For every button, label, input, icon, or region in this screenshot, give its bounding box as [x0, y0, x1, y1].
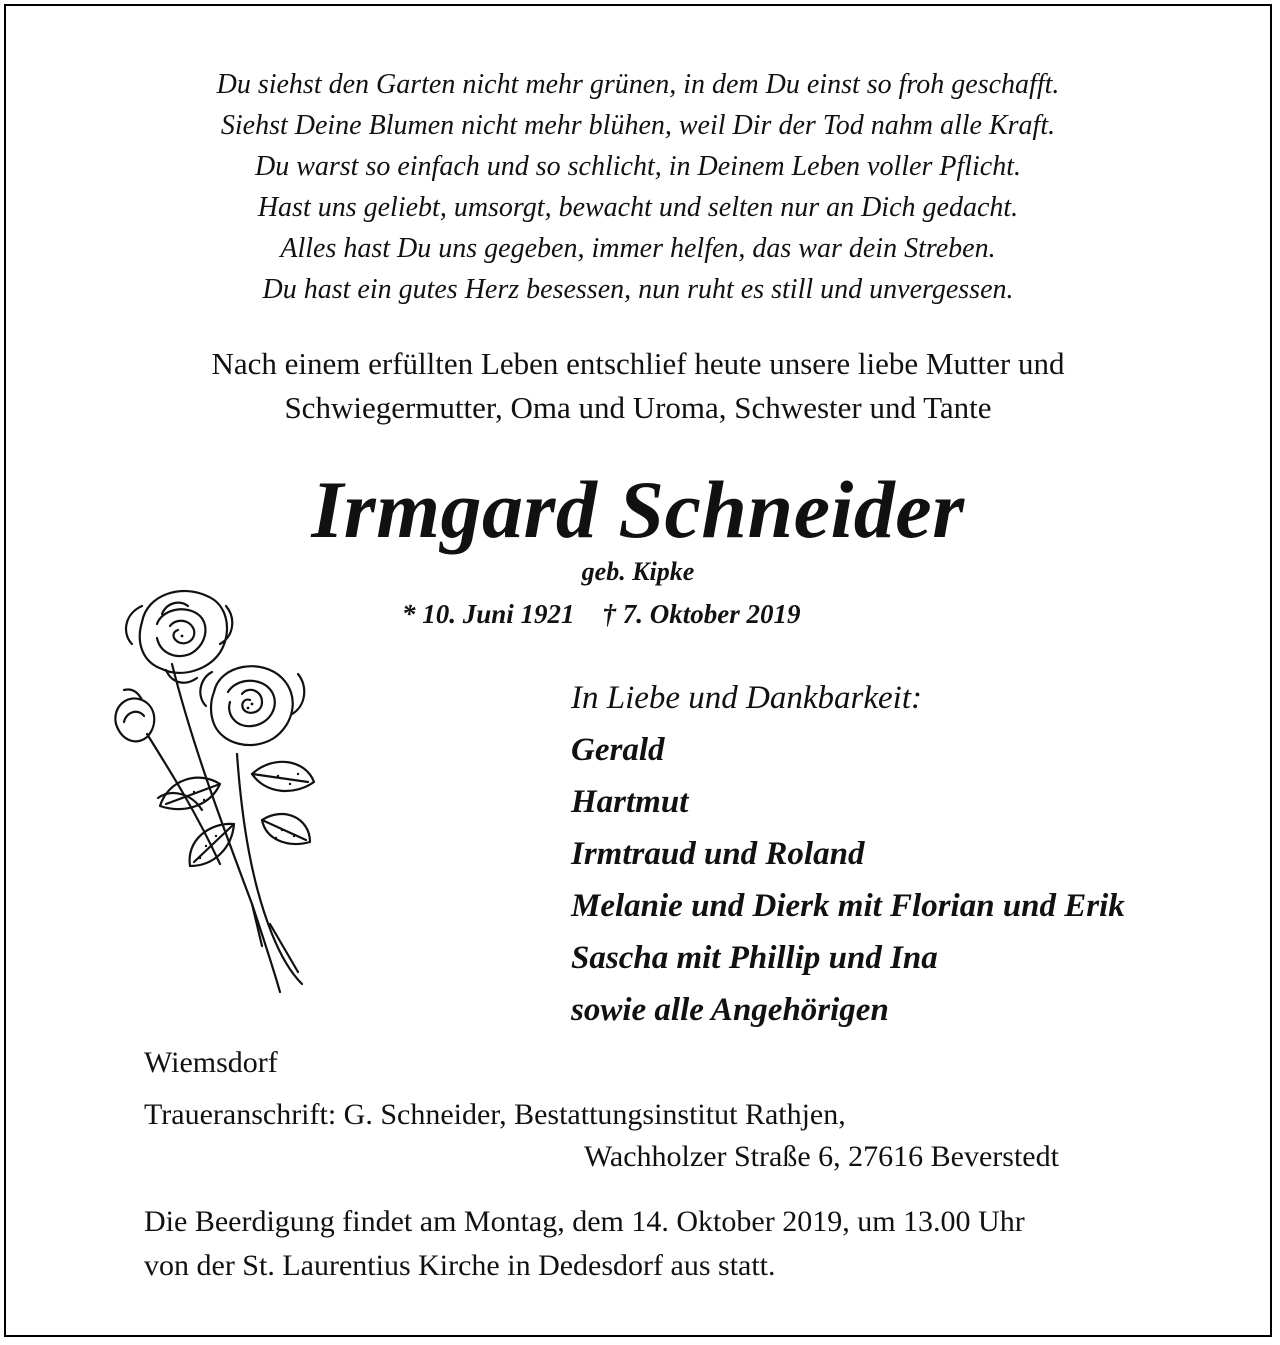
intro-text	[6, 342, 1270, 430]
poem-line: Du hast ein gutes Herz besessen, nun ruht es still und unvergessen.	[262, 274, 1014, 305]
mourner-name: sowie alle Angehörigen	[571, 992, 889, 1028]
address-line: Wachholzer Straße 6, 27616 Beverstedt	[584, 1140, 1059, 1173]
mourners-list	[571, 672, 1125, 1036]
funeral-line: Die Beerdigung findet am Montag, dem 14. Oktober 2019, um 13.00 Uhr	[144, 1205, 1025, 1238]
funeral-notice	[144, 1200, 1025, 1288]
poem	[6, 64, 1270, 310]
poem-line: Hast uns geliebt, umsorgt, bewacht und selten nur an Dich gedacht.	[257, 192, 1019, 223]
mourner-name: Sascha mit Phillip und Ina	[571, 940, 938, 976]
life-dates	[402, 597, 902, 631]
mourner-name: Melanie und Dierk mit Florian und Erik	[571, 888, 1125, 924]
poem-line: Alles hast Du uns gegeben, immer helfen, das war dein Streben.	[280, 233, 996, 264]
deceased-name: Irmgard Schneider	[311, 464, 965, 555]
death-date: † 7. Oktober 2019	[602, 599, 801, 629]
mourning-address	[144, 1094, 1059, 1178]
intro-line: Schwiegermutter, Oma und Uroma, Schwester und Tante	[284, 390, 992, 425]
obituary-frame	[4, 4, 1272, 1337]
funeral-line: von der St. Laurentius Kirche in Dedesdorf aus statt.	[144, 1249, 776, 1282]
poem-line: Du siehst den Garten nicht mehr grünen, in dem Du einst so froh geschafft.	[216, 69, 1060, 100]
mourner-name: Gerald	[571, 732, 665, 768]
intro-line: Nach einem erfüllten Leben entschlief heute unsere liebe Mutter und	[211, 346, 1065, 381]
birth-name: geb. Kipke	[581, 557, 695, 586]
poem-line: Siehst Deine Blumen nicht mehr blühen, weil Dir der Tod nahm alle Kraft.	[220, 110, 1056, 141]
address-line: Traueranschrift: G. Schneider, Bestattungsinstitut Rathjen,	[144, 1098, 846, 1131]
birth-date: * 10. Juni 1921	[402, 599, 575, 629]
rose-illustration-icon	[102, 574, 332, 1014]
mourners-lead: In Liebe und Dankbarkeit:	[571, 680, 922, 716]
place: Wiemsdorf	[144, 1046, 278, 1079]
mourner-name: Hartmut	[571, 784, 689, 820]
mourner-name: Irmtraud und Roland	[571, 836, 865, 872]
poem-line: Du warst so einfach und so schlicht, in Deinem Leben voller Pflicht.	[254, 151, 1021, 182]
